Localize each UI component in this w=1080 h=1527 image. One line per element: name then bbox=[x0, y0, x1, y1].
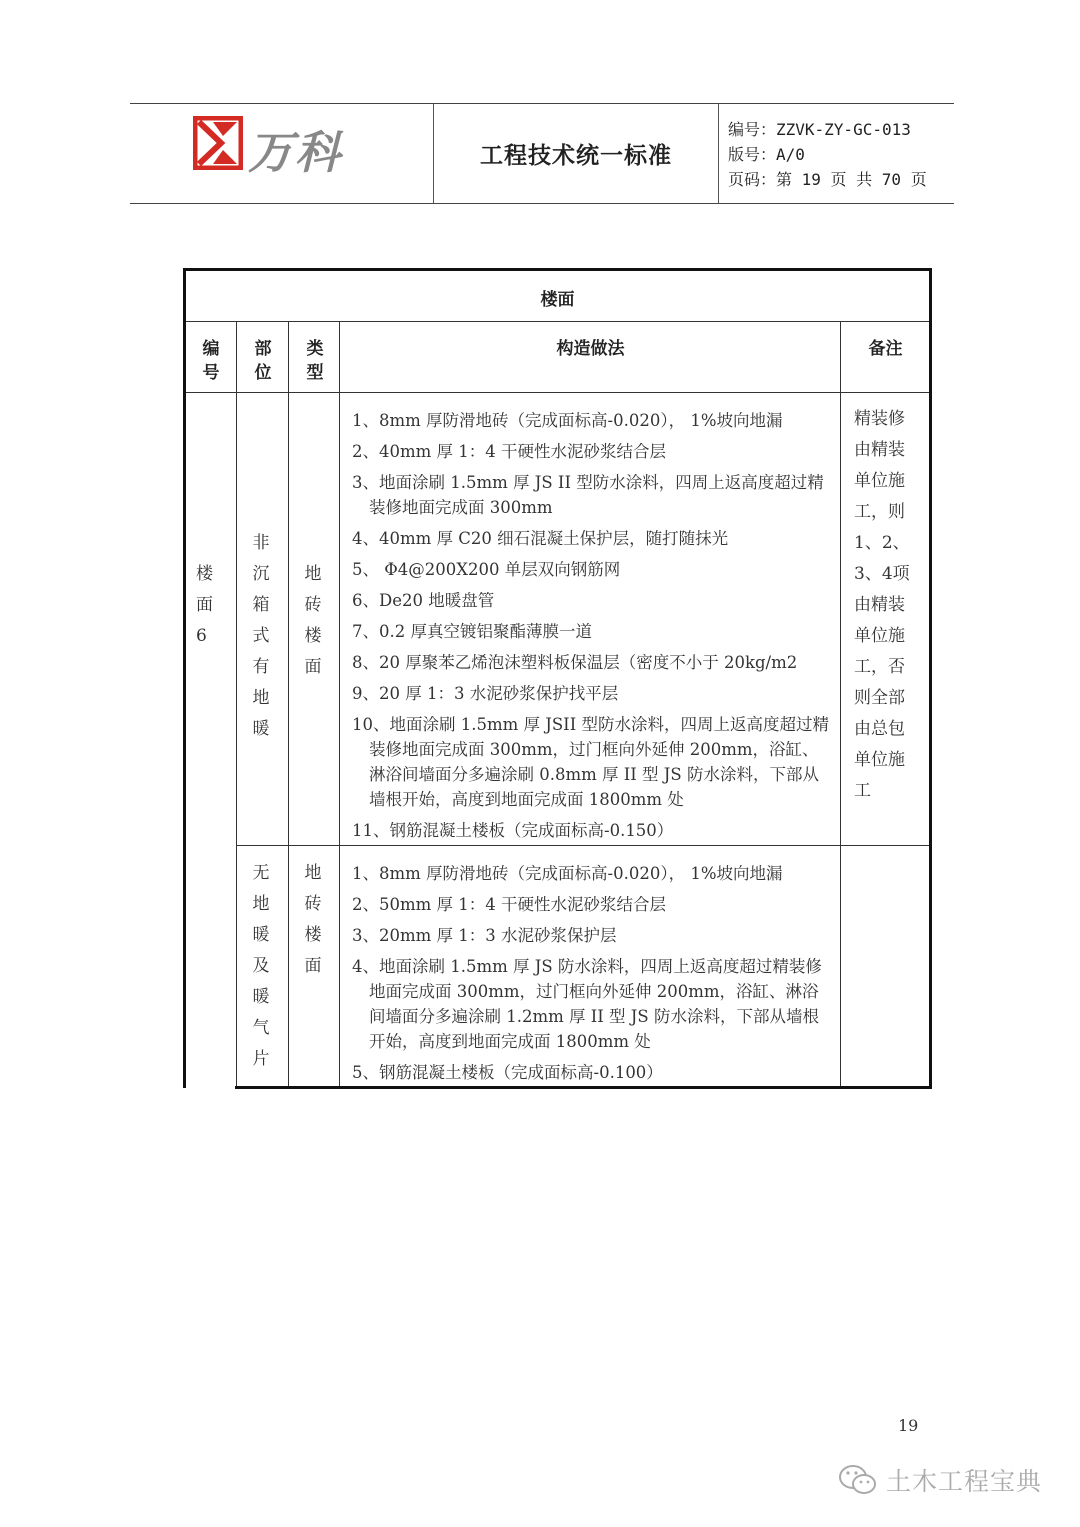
list-item: 5、钢筋混凝土楼板（完成面标高-0.100） bbox=[352, 1063, 663, 1082]
list-item: 7、0.2 厚真空镀铝聚酯薄膜一道 bbox=[352, 622, 592, 641]
table-bottom-border bbox=[235, 1086, 932, 1089]
row-steps bbox=[352, 408, 834, 849]
vanke-logo-icon bbox=[193, 116, 243, 170]
list-item: 3、20mm 厚 1：3 水泥砂浆保护层 bbox=[352, 926, 617, 945]
document-code: 编号：ZZVK-ZY-GC-013 bbox=[728, 120, 911, 139]
logo-text: 万科 bbox=[248, 126, 343, 179]
row-id: 楼面6 bbox=[196, 564, 213, 646]
col-header-id: 编号 bbox=[202, 339, 220, 383]
row-type: 地砖楼面 bbox=[304, 564, 322, 677]
row-steps bbox=[352, 861, 834, 1091]
list-item: 1、8mm 厚防滑地砖（完成面标高-0.020）， 1%坡向地漏 bbox=[352, 864, 783, 883]
list-item: 2、50mm 厚 1：4 干硬性水泥砂浆结合层 bbox=[352, 895, 667, 914]
row-location: 无地暖及暖气片 bbox=[252, 863, 270, 1069]
list-item: 4、地面涂刷 1.5mm 厚 JS 防水涂料，四周上返高度超过精装修地面完成面 300mm，过门框向外延伸 200mm，浴缸、淋浴间墙面分多遍涂刷 1.2mm 厚 II 型 JS 防水涂料，下部从墙根开始，高度到地面完成面 1800mm 处 bbox=[352, 957, 822, 1051]
list-item: 9、20 厚 1：3 水泥砂浆保护找平层 bbox=[352, 684, 619, 703]
logo-cell bbox=[130, 104, 434, 203]
document-page: 页码：第 19 页 共 70 页 bbox=[728, 170, 927, 189]
list-item: 6、De20 地暖盘管 bbox=[352, 591, 495, 610]
list-item: 8、20 厚聚苯乙烯泡沫塑料板保温层（密度不小于 20kg/m2 bbox=[352, 653, 798, 672]
page-number: 19 bbox=[898, 1416, 919, 1435]
list-item: 10、地面涂刷 1.5mm 厚 JSII 型防水涂料，四周上返高度超过精装修地面完成面 300mm，过门框向外延伸 200mm，浴缸、淋浴间墙面分多遍涂刷 0.8mm 厚 II 型 JS 防水涂料，下部从墙根开始，高度到地面完成面 1800mm 处 bbox=[352, 715, 829, 809]
row-type: 地砖楼面 bbox=[304, 863, 322, 976]
list-item: 2、40mm 厚 1：4 干硬性水泥砂浆结合层 bbox=[352, 442, 667, 461]
floor-spec-table bbox=[183, 268, 932, 1088]
col-header-note: 备注 bbox=[868, 339, 903, 359]
list-item: 11、钢筋混凝土楼板（完成面标高-0.150） bbox=[352, 821, 674, 840]
col-header-type: 类型 bbox=[306, 339, 324, 383]
list-item: 4、40mm 厚 C20 细石混凝土保护层，随打随抹光 bbox=[352, 529, 729, 548]
wechat-icon bbox=[838, 1463, 878, 1497]
list-item: 5、 Φ4@200X200 单层双向钢筋网 bbox=[352, 560, 621, 579]
table-caption: 楼面 bbox=[540, 289, 575, 310]
document-header bbox=[130, 103, 954, 204]
col-header-method: 构造做法 bbox=[556, 339, 625, 359]
row-note: 精装修由精装单位施工，则1、2、3、4项由精装单位施工，否则全部由总包单位施工 bbox=[854, 409, 910, 801]
document-version: 版号：A/0 bbox=[728, 145, 805, 164]
list-item: 3、地面涂刷 1.5mm 厚 JS II 型防水涂料，四周上返高度超过精装修地面完成面 300mm bbox=[352, 473, 824, 517]
list-item: 1、8mm 厚防滑地砖（完成面标高-0.020）， 1%坡向地漏 bbox=[352, 411, 783, 430]
document-meta bbox=[728, 117, 954, 192]
col-header-location: 部位 bbox=[254, 339, 272, 383]
watermark-text: 土木工程宝典 bbox=[886, 1467, 1043, 1496]
row-location: 非沉箱式有地暖 bbox=[252, 533, 270, 739]
document-title: 工程技术统一标准 bbox=[434, 104, 719, 203]
watermark bbox=[838, 1462, 1042, 1498]
